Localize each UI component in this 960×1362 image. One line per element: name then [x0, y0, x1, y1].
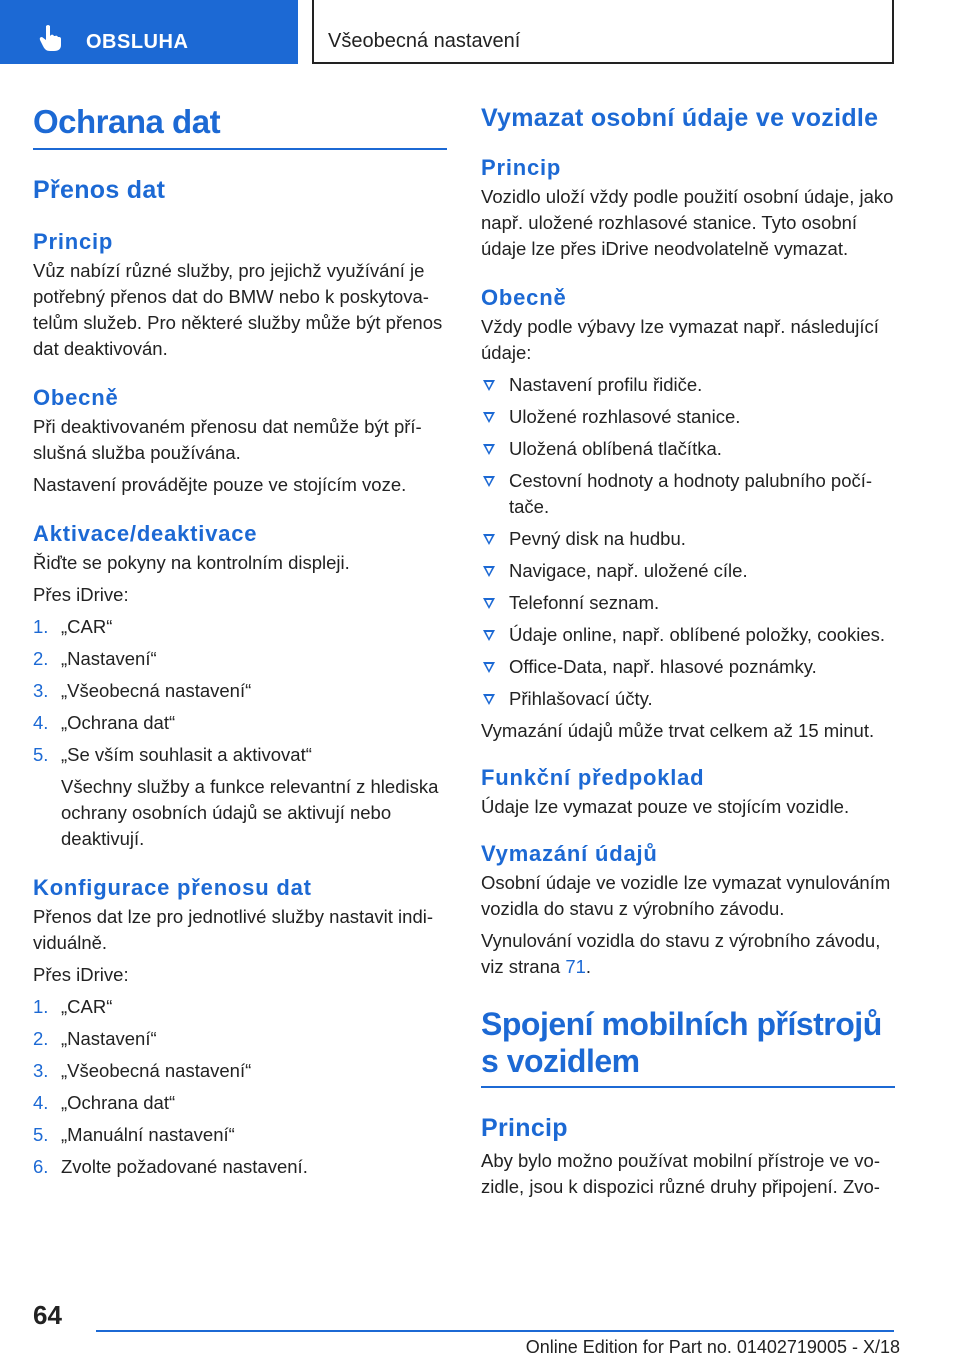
list-item: Cestovní hodnoty a hodnoty palubního počítače.	[481, 468, 895, 520]
list-item: 4. „Ochrana dat“	[33, 1092, 176, 1113]
triangle-bullet-icon	[483, 662, 495, 673]
config-steps	[33, 994, 447, 1180]
duration-text: Vymazání údajů může trvat celkem až 15 minut.	[481, 720, 875, 741]
deletable-items-list	[481, 372, 895, 712]
list-item: Telefonní seznam.	[481, 590, 895, 616]
list-item: 3. „Všeobecná nastavení“	[33, 1060, 252, 1081]
config-heading: Konfigurace přenosu dat	[33, 875, 312, 900]
list-item: Údaje online, např. oblíbené položky, cookies.	[481, 622, 895, 648]
header-section-tab	[0, 0, 298, 64]
triangle-bullet-icon	[483, 476, 495, 487]
general-heading: Obecně	[481, 285, 567, 310]
list-item: Nastavení profilu řidiče.	[481, 372, 895, 398]
principle-heading: Princip	[481, 155, 562, 180]
title-divider	[481, 1086, 895, 1088]
precondition-heading: Funkční předpoklad	[481, 765, 705, 790]
triangle-bullet-icon	[483, 534, 495, 545]
list-item: Přihlašovací účty.	[481, 686, 895, 712]
precondition-text: Údaje lze vymazat pouze ve stojícím vozidle.	[481, 796, 850, 817]
delete-data-title: Vymazat osobní údaje ve vozidle	[481, 104, 879, 132]
header-chapter-title: Všeobecná nastavení	[328, 30, 521, 52]
principle-heading: Princip	[33, 229, 114, 254]
page-link[interactable]: 71	[565, 956, 586, 977]
list-item: 5. „Manuální nastavení“	[33, 1124, 235, 1145]
triangle-bullet-icon	[483, 694, 495, 705]
delete-heading: Vymazání údajů	[481, 841, 658, 866]
config-text-1: Přenos dat lze pro jednotlivé služby nastavit individuálně.	[33, 906, 434, 953]
list-item: 2. „Nastavení“	[33, 1028, 157, 1049]
mobile-principle-text: Aby bylo možno používat mobilní přístroje ve vozidle, jsou k dispozici různé druhy připojení. Zvo-	[481, 1150, 880, 1197]
mobile-section-title: Spojení mobilních přístrojů s vozidlem	[481, 1006, 882, 1079]
triangle-bullet-icon	[483, 444, 495, 455]
triangle-bullet-icon	[483, 412, 495, 423]
right-column	[481, 102, 895, 1200]
subsection-title: Přenos dat	[33, 176, 166, 204]
list-item: 5. „Se vším souhlasit a aktivovat“	[33, 744, 312, 765]
list-item: 4. „Ochrana dat“	[33, 712, 176, 733]
left-column	[33, 96, 447, 1186]
triangle-bullet-icon	[483, 380, 495, 391]
list-item: Pevný disk na hudbu.	[481, 526, 895, 552]
delete-text-1: Osobní údaje ve vozidle lze vymazat vynulováním vozidla do stavu z výrobního závodu.	[481, 872, 891, 919]
mobile-principle-heading: Princip	[481, 1114, 568, 1142]
edition-text: Online Edition for Part no. 01402719005 - X/18	[525, 1337, 900, 1357]
list-item: 3. „Všeobecná nastavení“	[33, 680, 252, 701]
list-item: 1. „CAR“	[33, 616, 113, 637]
header-section-label: OBSLUHA	[86, 31, 189, 53]
principle-text: Vůz nabízí různé služby, pro jejichž využívání je potřebný přenos dat do BMW nebo k poskytovatelům služeb. Pro některé služby může být přenos dat deaktivován.	[33, 260, 443, 359]
hand-pointer-icon	[38, 24, 64, 52]
general-text-2: Nastavení provádějte pouze ve stojícím voze.	[33, 474, 407, 495]
list-item: Uložené rozhlasové stanice.	[481, 404, 895, 430]
header-chapter-tab	[312, 0, 894, 64]
section-title: Ochrana dat	[33, 103, 221, 140]
principle-text: Vozidlo uloží vždy podle použití osobní údaje, jako např. uložené rozhlasové stanice. Tyto osobní údaje lze přes iDrive neodvolatelně vymazat.	[481, 186, 894, 259]
list-item: 1. „CAR“	[33, 996, 113, 1017]
activation-text-2: Přes iDrive:	[33, 584, 129, 605]
general-heading: Obecně	[33, 385, 119, 410]
config-text-2: Přes iDrive:	[33, 964, 129, 985]
general-text-1: Při deaktivovaném přenosu dat nemůže být příslušná služba používána.	[33, 416, 422, 463]
footer-divider	[96, 1330, 894, 1332]
list-item: Uložená oblíbená tlačítka.	[481, 436, 895, 462]
triangle-bullet-icon	[483, 566, 495, 577]
activation-steps	[33, 614, 447, 768]
page-number: 64	[33, 1300, 62, 1330]
delete-text-2: Vynulování vozidla do stavu z výrobního závodu, viz strana 71.	[481, 930, 881, 977]
activation-heading: Aktivace/deaktivace	[33, 521, 258, 546]
list-item: Office-Data, např. hlasové poznámky.	[481, 654, 895, 680]
list-item: 6. Zvolte požadované nastavení.	[33, 1156, 308, 1177]
list-item: Navigace, např. uložené cíle.	[481, 558, 895, 584]
activation-text-1: Řiďte se pokyny na kontrolním displeji.	[33, 552, 350, 573]
triangle-bullet-icon	[483, 630, 495, 641]
triangle-bullet-icon	[483, 598, 495, 609]
title-divider	[33, 148, 447, 150]
activation-note: Všechny služby a funkce relevantní z hlediska ochrany osobních údajů se aktivují nebo deaktivují.	[61, 776, 439, 849]
list-item: 2. „Nastavení“	[33, 648, 157, 669]
general-text: Vždy podle výbavy lze vymazat např. následující údaje:	[481, 316, 879, 363]
